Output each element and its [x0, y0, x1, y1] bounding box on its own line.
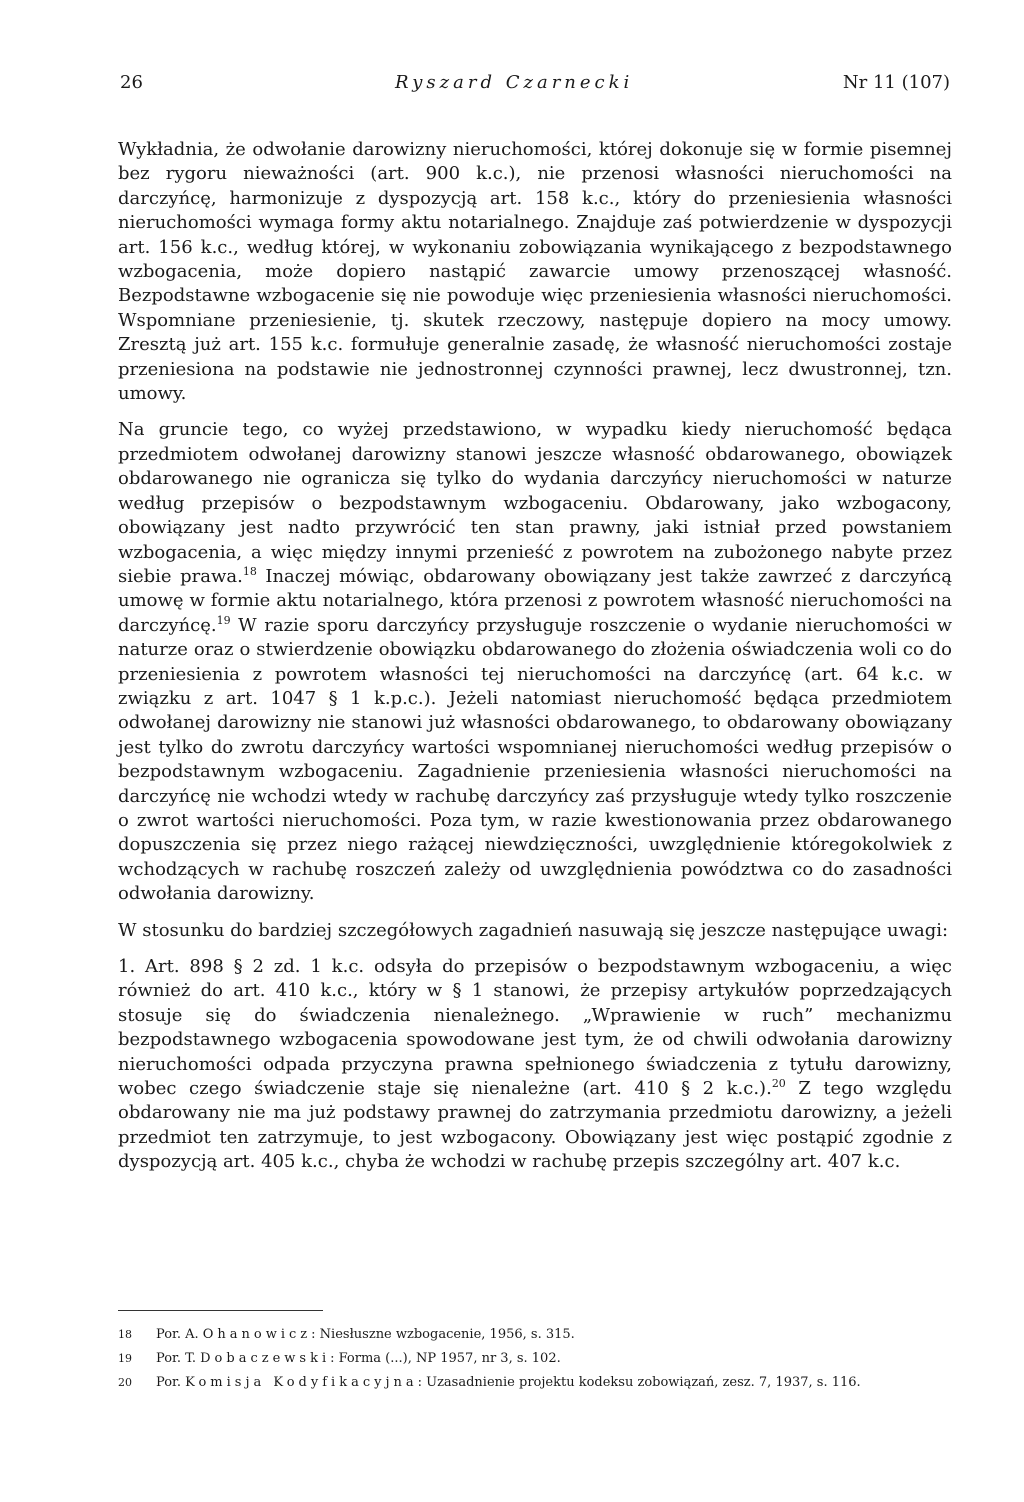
footnote-ref-19: 19 [216, 613, 231, 627]
paragraph-4-text-b: Z tego względu obdarowany nie ma już podstawy prawnej do zatrzymania przedmiotu darowizny, a jeżeli przedmiot ten zatrzymuje, to jest wzbogacony. Obowiązany jest więc postąpić zgodnie z dyspozycją art. 405 k.c., chyba że wchodzi w rachubę przepis szczególny art. 407 k.c. [118, 1078, 953, 1173]
footnote-text: : Forma (...), NP 1957, nr 3, s. 102. [330, 1351, 561, 1366]
footnote-author: Dobaczewski [200, 1351, 331, 1366]
paragraph-2-text-c: W razie sporu darczyńcy przysługuje roszczenie o wydanie nieruchomości w naturze oraz o stwierdzenie obowiązku obdarowanego do złożenia oświadczenia woli co do przeniesienia z powrotem własności tej nieruchomości na darczyńcę (art. 64 k.c. w związku z art. 1047 § 1 k.p.c.). Jeżeli natomiast nieruchomość będąca przedmiotem odwołanej darowizny nie stanowi już własności obdarowanego, to obdarowany obowiązany jest tylko do zwrotu darczyńcy wartości wspomnianej nieruchomości według przepisów o bezpodstawnym wzbogaceniu. Zagadnienie przeniesienia własności nieruchomości na darczyńcę nie wchodzi wtedy w rachubę darczyńcy zaś przysługuje wtedy tylko roszczenie o zwrot wartości nieruchomości. Poza tym, w razie kwestionowania przez obdarowanego dopuszczenia się przez niego rażącej niewdzięczności, uwzględnienie któregokolwiek z wchodzących w rachubę roszczeń zależy od uwzględnienia powództwa co do zasadności odwołania darowizny. [118, 614, 952, 905]
footnote-mark: 19 [118, 1352, 132, 1365]
running-author: Ryszard Czarnecki [395, 72, 634, 93]
footnote-ref-18: 18 [242, 564, 257, 578]
paragraph-1: Wykładnia, że odwołanie darowizny nieruchomości, której dokonuje się w formie pisemnej bez rygoru nieważności (art. 900 k.c.), nie przenosi własności nieruchomości na darczyńcę, harmonizuje z dyspozycją art. 158 k.c., który do przeniesienia własności nieruchomości wymaga formy aktu notarialnego. Znajduje zaś potwierdzenie w dyspozycji art. 156 k.c., według której, w wykonaniu zobowiązania wynikającego z bezpodstawnego wzbogacenia, może dopiero nastąpić zawarcie umowy przenoszącej własność. Bezpodstawne wzbogacenie się nie powoduje więc przeniesienia własności nieruchomości. Wspomniane przeniesienie, tj. skutek rzeczowy, następuje dopiero na mocy umowy. Zresztą już art. 155 k.c. formułuje generalnie zasadę, że własność nieruchomości zostaje przeniesiona na podstawie nie jednostronnej czynności prawnej, lecz dwustronnej, tzn. umowy. [118, 139, 952, 405]
paragraph-2-text-a: Na gruncie tego, co wyżej przedstawiono, w wypadku kiedy nieruchomość będąca przedmiotem odwołanej darowizny stanowi jeszcze własność obdarowanego, obowiązek obdarowanego nie ogranicza się tylko do wydania darczyńcy nieruchomości w naturze według przepisów o bezpodstawnym wzbogaceniu. Obdarowany, jako wzbogacony, obowiązany jest nadto przywrócić ten stan prawny, jaki istniał przed powstaniem wzbogacenia, a więc między innymi przenieść z powrotem na zubożonego nabyte przez siebie prawa. [118, 419, 952, 587]
footnote-author: Ohanowicz [202, 1327, 312, 1342]
footnote-mark: 18 [118, 1328, 132, 1341]
footnote-20 [118, 1371, 952, 1395]
page-number: 26 [120, 72, 143, 93]
issue-number: Nr 11 (107) [842, 72, 950, 93]
footnote-text: Por. [156, 1375, 186, 1390]
footnote-text: : Uzasadnienie projektu kodeksu zobowiązań, zesz. 7, 1937, s. 116. [417, 1375, 861, 1390]
body-text [118, 138, 952, 1187]
footnote-mark: 20 [118, 1376, 132, 1389]
footnote-ref-20: 20 [771, 1077, 786, 1091]
footnote-19 [118, 1347, 952, 1371]
paragraph-4 [118, 955, 952, 1175]
footnote-18 [118, 1323, 952, 1347]
footnote-text: : Niesłuszne wzbogacenie, 1956, s. 315. [311, 1327, 575, 1342]
paragraph-4-text-a: 1. Art. 898 § 2 zd. 1 k.c. odsyła do przepisów o bezpodstawnym wzbogaceniu, a więc również do art. 410 k.c., który w § 1 stanowi, że przepisy artykułów poprzedzających stosuje się do świadczenia nienależnego. „Wprawienie w ruch” mechanizmu bezpodstawnego wzbogacenia spowodowane jest tym, że od chwili odwołania darowizny nieruchomości odpada przyczyna prawna spełnionego świadczenia z tytułu darowizny, wobec czego świadczenie staje się nienależne (art. 410 § 2 k.c.). [118, 956, 952, 1100]
footnote-text: Por. T. [156, 1351, 201, 1366]
footnote-author: Komisja Kodyfikacyjna [185, 1375, 418, 1390]
footnote-text: Por. A. [156, 1327, 203, 1342]
running-header [120, 72, 950, 102]
paragraph-3: W stosunku do bardziej szczegółowych zagadnień nasuwają się jeszcze następujące uwagi: [118, 919, 949, 941]
footnotes [118, 1323, 952, 1395]
paragraph-2-text-b: Inaczej mówiąc, obdarowany obowiązany jest także zawrzeć z darczyńcą umowę w formie aktu notarialnego, która przenosi z powrotem własność nieruchomości na darczyńcę. [118, 565, 952, 636]
paragraph-2 [118, 418, 952, 906]
footnote-separator [118, 1310, 323, 1311]
